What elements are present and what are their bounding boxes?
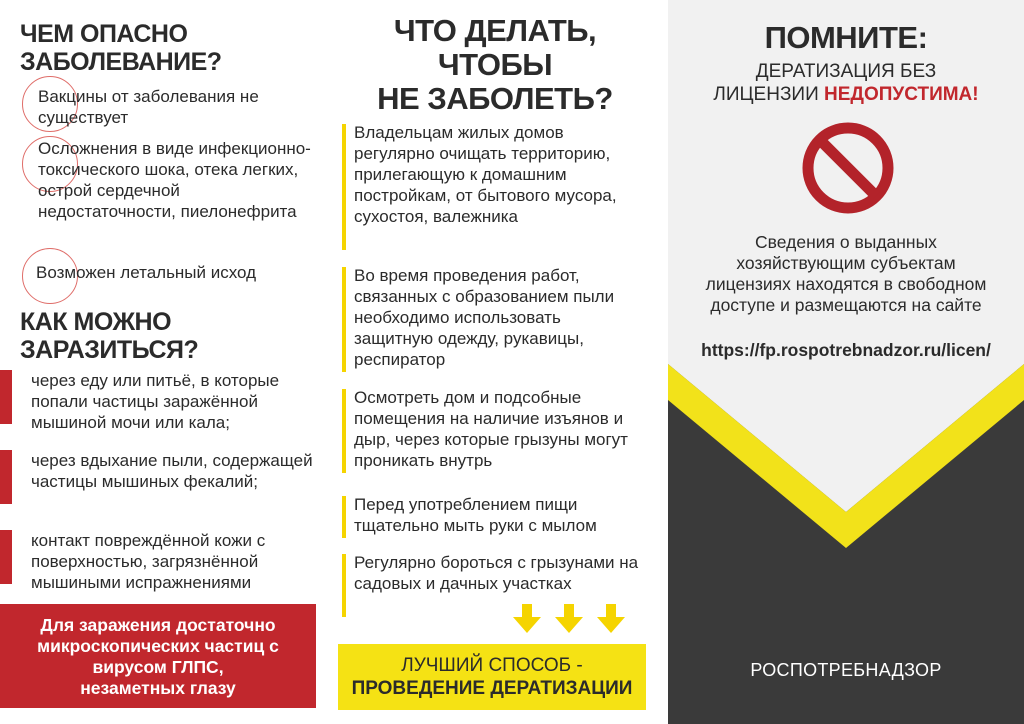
infection-heading-line1: КАК МОЖНО	[20, 308, 172, 336]
down-arrow-icon	[512, 604, 542, 634]
warning-line: незаметных глазу	[80, 678, 236, 698]
infection-item-text: через вдыхание пыли, содержащей частицы мышиных фекалий;	[31, 451, 313, 491]
best-method-line1: ЛУЧШИЙ СПОСОБ -	[401, 655, 583, 676]
license-warning-line1: ДЕРАТИЗАЦИЯ БЕЗ	[755, 61, 937, 82]
infection-item-text: через еду или питьё, в которые попали частицы заражённой мышиной мочи или кала;	[31, 371, 280, 432]
prevention-heading	[330, 14, 660, 116]
infection-heading-line2: ЗАРАЗИТЬСЯ?	[20, 336, 199, 364]
license-url[interactable]: https://fp.rospotrebnadzor.ru/licen/	[701, 340, 991, 360]
prevention-heading-line1: ЧТО ДЕЛАТЬ,	[393, 13, 597, 48]
red-bar-marker	[0, 450, 12, 504]
warning-line: микроскопических частиц с	[37, 636, 279, 656]
prevention-item-text: Осмотреть дом и подсобные помещения на наличие изъянов и дыр, через которые грызуны могут проникать внутрь	[354, 388, 628, 470]
column-prevention	[330, 0, 660, 724]
danger-heading-line2: ЗАБОЛЕВАНИЕ?	[20, 48, 222, 76]
yellow-bar-marker	[342, 554, 346, 617]
organization-name: РОСПОТРЕБНАДЗОР	[750, 660, 942, 680]
prevention-item-text: Перед употреблением пищи тщательно мыть руки с мылом	[354, 495, 597, 535]
license-warning-emphasis: НЕДОПУСТИМА!	[824, 84, 979, 105]
license-info-text: Сведения о выданных хозяйствующим субъектам лицензиях находятся в свободном доступе и размещаются на сайте	[705, 232, 987, 315]
best-method-line2: ПРОВЕДЕНИЕ ДЕРАТИЗАЦИИ	[351, 678, 633, 699]
warning-line: Для заражения достаточно	[40, 615, 276, 635]
license-warning	[668, 60, 1024, 106]
license-warning-prefix: ЛИЦЕНЗИИ	[713, 84, 825, 105]
best-method-box	[338, 644, 646, 710]
prevention-item-text: Регулярно бороться с грызунами на садовых и дачных участках	[354, 553, 639, 593]
down-arrow-icon	[596, 604, 626, 634]
prevention-heading-line3: НЕ ЗАБОЛЕТЬ?	[377, 81, 613, 116]
red-bar-marker	[0, 370, 12, 424]
infection-warning-box	[0, 604, 316, 708]
warning-line: вирусом ГЛПС,	[92, 657, 224, 677]
yellow-bar-marker	[342, 496, 346, 538]
prevention-item-text: Во время проведения работ, связанных с образованием пыли необходимо использовать защитную одежду, рукавицы, респиратор	[354, 266, 615, 369]
remember-heading: ПОМНИТЕ:	[764, 20, 928, 55]
column-disease-info	[0, 0, 330, 724]
down-arrow-icon	[554, 604, 584, 634]
prevention-heading-line2: ЧТОБЫ	[437, 47, 553, 82]
column-license	[668, 0, 1024, 724]
license-warning-line2	[668, 83, 1024, 106]
prevention-item-text: Владельцам жилых домов регулярно очищать территорию, прилегающую к домашним постройкам, от бытового мусора, сухостоя, валежника	[354, 123, 617, 226]
danger-item: Осложнения в виде инфекционно-токсического шока, отека легких, острой сердечной недостаточности, пиелонефрита	[38, 139, 311, 221]
yellow-bar-marker	[342, 267, 346, 372]
danger-heading	[20, 20, 222, 76]
prohibition-sign-icon	[802, 122, 894, 214]
danger-heading-line1: ЧЕМ ОПАСНО	[20, 20, 188, 48]
yellow-bar-marker	[342, 389, 346, 473]
infection-heading	[20, 308, 198, 364]
yellow-bar-marker	[342, 124, 346, 250]
danger-item: Возможен летальный исход	[36, 263, 257, 282]
infection-item-text: контакт повреждённой кожи с поверхностью, загрязнённой мышиными испражнениями	[31, 531, 266, 592]
danger-item: Вакцины от заболевания не существует	[38, 87, 259, 127]
red-bar-marker	[0, 530, 12, 584]
